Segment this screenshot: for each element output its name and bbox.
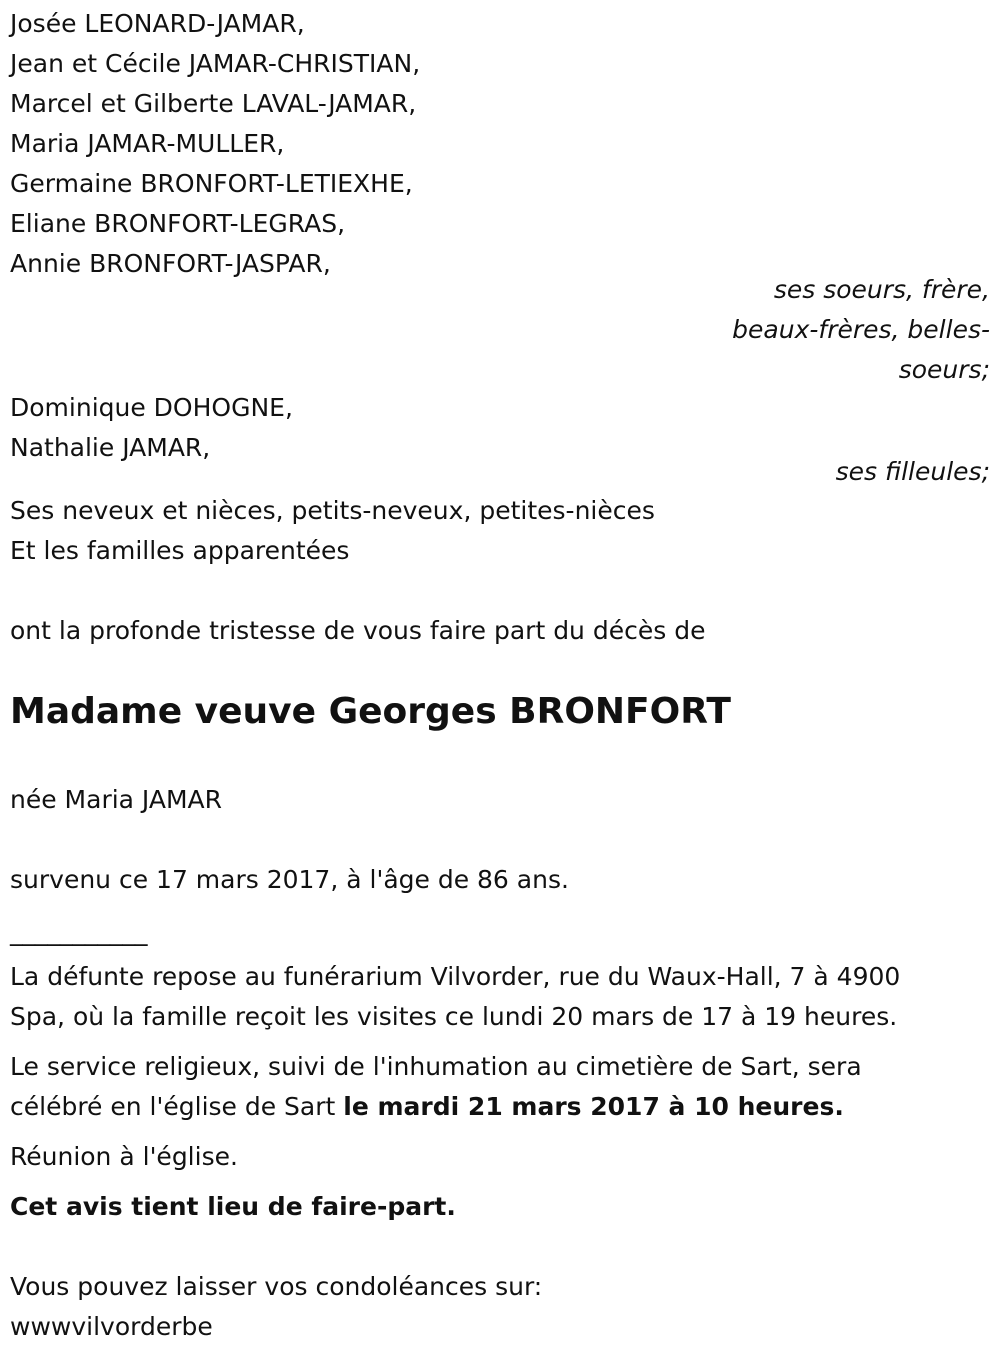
family-member: Josée LEONARD-JAMAR, — [10, 9, 305, 38]
announcement: ont la profonde tristesse de vous faire part du décès de — [10, 616, 706, 645]
family-member: Maria JAMAR-MULLER, — [10, 129, 285, 158]
service-location: célébré en l'église de Sart — [10, 1092, 344, 1121]
family-member: Germaine BRONFORT-LETIEXHE, — [10, 169, 413, 198]
visitation-info — [10, 957, 900, 1037]
family-member: Jean et Cécile JAMAR-CHRISTIAN, — [10, 49, 421, 78]
family-list-2 — [10, 388, 293, 468]
visitation-line: Spa, où la famille reçoit les visites ce lundi 20 mars de 17 à 19 heures. — [10, 1002, 898, 1031]
family-member: Eliane BRONFORT-LEGRAS, — [10, 209, 346, 238]
relation-label-2 — [836, 452, 990, 492]
family-member: Dominique DOHOGNE, — [10, 393, 293, 422]
separator-line: ___________ — [10, 917, 148, 946]
notice: Cet avis tient lieu de faire-part. — [10, 1192, 456, 1221]
meeting-info: Réunion à l'église. — [10, 1142, 238, 1171]
relation-line: ses filleules; — [835, 457, 990, 486]
extended-family-line: Ses neveux et nièces, petits-neveux, petites-nièces — [10, 496, 655, 525]
visitation-line: La défunte repose au funérarium Vilvorder, rue du Waux-Hall, 7 à 4900 — [10, 962, 901, 991]
condolences-label: Vous pouvez laisser vos condoléances sur: — [10, 1272, 543, 1301]
family-member: Nathalie JAMAR, — [10, 433, 211, 462]
service-info — [10, 1047, 862, 1127]
condolences-website-link[interactable]: wwwvilvorderbe — [10, 1312, 213, 1341]
service-line — [10, 1087, 862, 1127]
relation-line: ses soeurs, frère, — [773, 275, 990, 304]
death-info: survenu ce 17 mars 2017, à l'âge de 86 ans. — [10, 865, 569, 894]
condolences — [10, 1267, 542, 1347]
relation-line: beaux-frères, belles- — [732, 315, 990, 344]
service-line: Le service religieux, suivi de l'inhumation au cimetière de Sart, sera — [10, 1052, 862, 1081]
extended-family — [10, 491, 655, 571]
relation-label-1 — [732, 270, 990, 390]
family-member: Annie BRONFORT-JASPAR, — [10, 249, 331, 278]
relation-line: soeurs; — [898, 355, 990, 384]
extended-family-line: Et les familles apparentées — [10, 536, 350, 565]
family-list-1 — [10, 4, 420, 284]
deceased-name: Madame veuve Georges BRONFORT — [10, 691, 731, 732]
service-datetime: le mardi 21 mars 2017 à 10 heures. — [343, 1092, 844, 1121]
maiden-name: née Maria JAMAR — [10, 785, 223, 814]
family-member: Marcel et Gilberte LAVAL-JAMAR, — [10, 89, 417, 118]
